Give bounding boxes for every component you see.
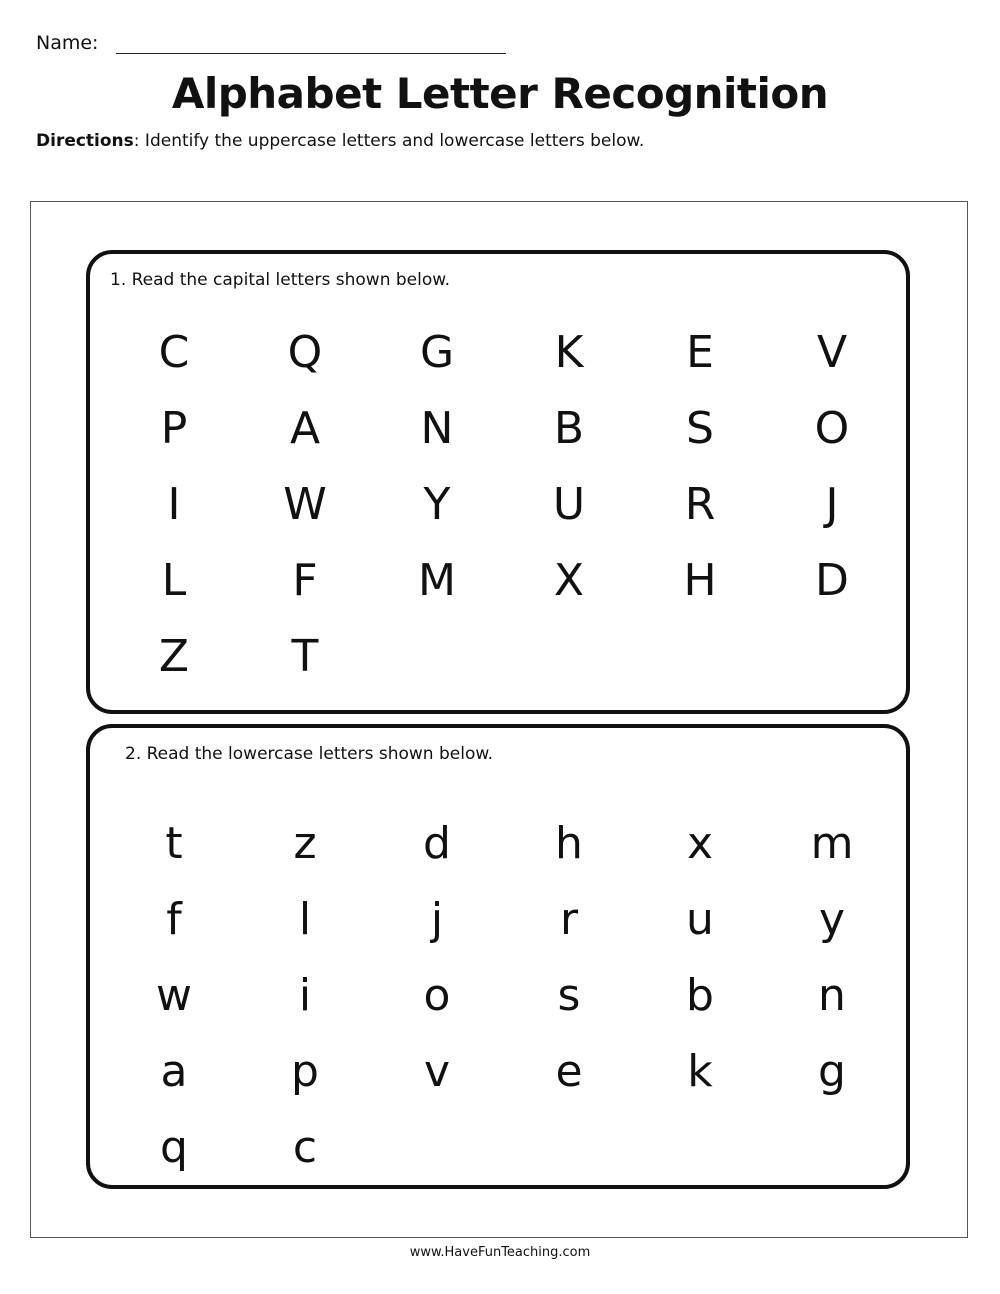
- uppercase-panel: [86, 250, 910, 714]
- lowercase-letter: n: [818, 970, 846, 1021]
- lowercase-letter: h: [555, 818, 583, 869]
- uppercase-letter: Z: [158, 631, 190, 682]
- uppercase-letter: U: [552, 479, 586, 530]
- uppercase-letter: Y: [423, 479, 451, 530]
- lowercase-letter: d: [423, 818, 451, 869]
- lowercase-letter: j: [430, 894, 444, 945]
- lowercase-letter: x: [686, 818, 714, 869]
- footer-site: www.HaveFunTeaching.com: [409, 1245, 591, 1260]
- name-label: Name:: [36, 32, 99, 54]
- lowercase-letter: q: [160, 1122, 188, 1173]
- lowercase-letter: m: [810, 818, 854, 869]
- lowercase-letter: f: [166, 894, 182, 945]
- lowercase-letter: y: [818, 894, 846, 945]
- uppercase-letter: S: [686, 403, 714, 454]
- lowercase-instruction: 2. Read the lowercase letters shown below.: [125, 744, 494, 764]
- uppercase-letter: X: [553, 555, 585, 606]
- uppercase-letter: P: [160, 403, 188, 454]
- uppercase-letter: Q: [287, 327, 323, 378]
- uppercase-letter: D: [815, 555, 849, 606]
- uppercase-letter: M: [418, 555, 456, 606]
- lowercase-letter: z: [293, 818, 317, 869]
- uppercase-letter: T: [291, 631, 319, 682]
- lowercase-letter: e: [555, 1046, 583, 1097]
- directions: [36, 129, 644, 153]
- page-title: Alphabet Letter Recognition: [171, 69, 829, 118]
- uppercase-letter: I: [167, 479, 181, 530]
- lowercase-panel: [86, 724, 910, 1189]
- uppercase-letter: H: [683, 555, 717, 606]
- lowercase-letter: i: [298, 970, 312, 1021]
- lowercase-letter: k: [687, 1046, 713, 1097]
- uppercase-letter: G: [419, 327, 455, 378]
- lowercase-letter: p: [291, 1046, 319, 1097]
- uppercase-letter: R: [684, 479, 716, 530]
- uppercase-letter: B: [553, 403, 585, 454]
- uppercase-letter: F: [292, 555, 318, 606]
- uppercase-letter: E: [686, 327, 714, 378]
- uppercase-instruction: 1. Read the capital letters shown below.: [110, 270, 450, 290]
- uppercase-letter: N: [420, 403, 454, 454]
- name-write-line[interactable]: [116, 35, 506, 54]
- uppercase-letter: J: [825, 479, 839, 530]
- lowercase-letter: b: [686, 970, 714, 1021]
- directions-text: : Identify the uppercase letters and lowercase letters below.: [133, 131, 645, 151]
- uppercase-letter: K: [554, 327, 584, 378]
- uppercase-letter: V: [816, 327, 848, 378]
- lowercase-letter: r: [559, 894, 579, 945]
- lowercase-letter: w: [156, 970, 192, 1021]
- lowercase-letter: u: [686, 894, 714, 945]
- uppercase-letter: W: [283, 479, 327, 530]
- lowercase-letter: l: [298, 894, 312, 945]
- lowercase-letter: v: [423, 1046, 451, 1097]
- lowercase-letter: t: [165, 818, 183, 869]
- uppercase-letter: A: [289, 403, 321, 454]
- lowercase-letter: g: [818, 1046, 846, 1097]
- name-row: [36, 30, 506, 54]
- lowercase-letter: o: [423, 970, 451, 1021]
- lowercase-letter: a: [160, 1046, 188, 1097]
- uppercase-letter: C: [158, 327, 190, 378]
- directions-label: Directions: [36, 131, 134, 151]
- lowercase-letter: c: [292, 1122, 318, 1173]
- uppercase-letter: L: [161, 555, 187, 606]
- lowercase-letter: s: [557, 970, 581, 1021]
- uppercase-letter: O: [814, 403, 850, 454]
